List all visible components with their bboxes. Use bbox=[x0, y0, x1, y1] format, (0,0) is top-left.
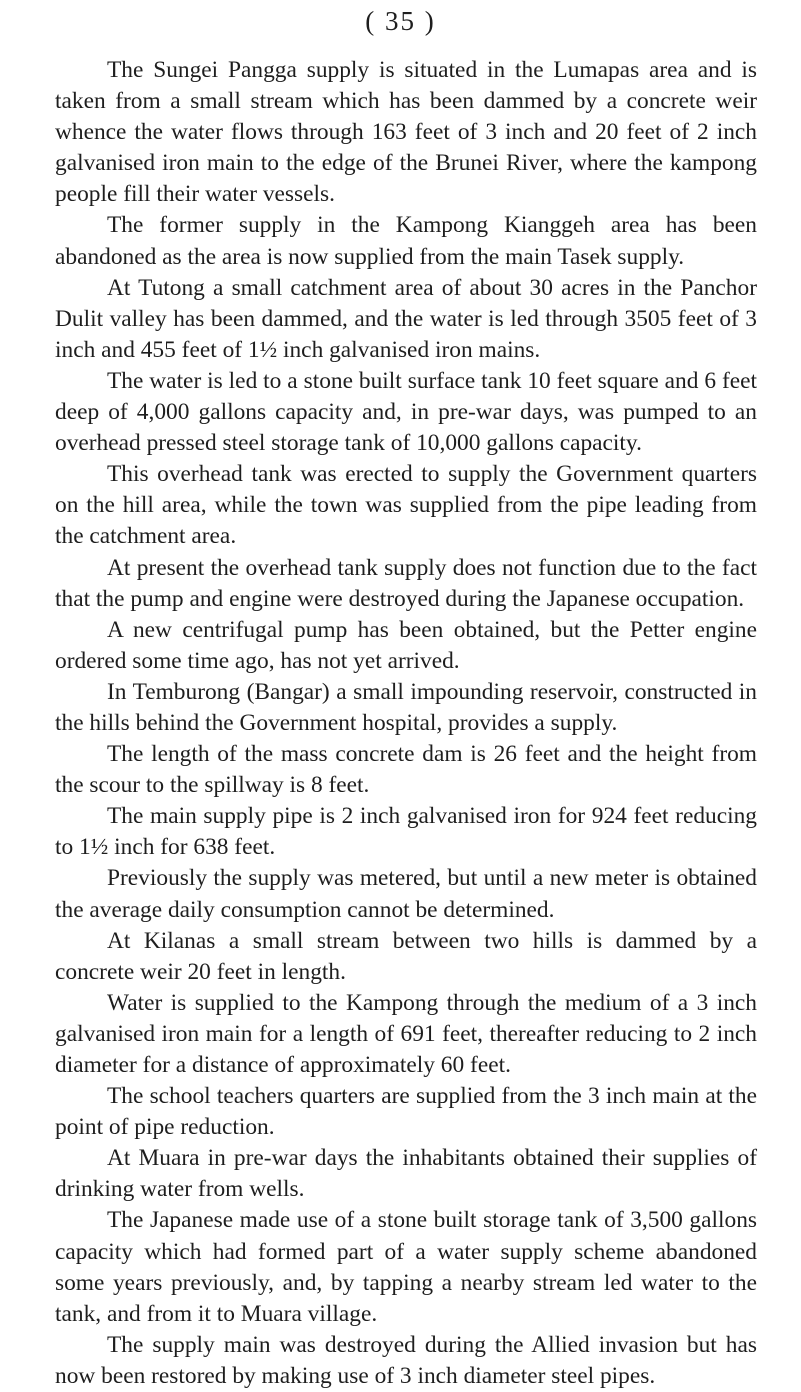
paragraph-pump-destroyed: At present the overhead tank supply does not function due to the fact that the pump and engine were destroyed during the Japanese occupation. bbox=[55, 554, 757, 612]
body-text bbox=[55, 55, 757, 1392]
paragraph-supply-restored: The supply main was destroyed during the Allied invasion but has now been restored by making use of 3 inch diameter steel pipes. bbox=[55, 1331, 757, 1389]
paragraph-school-quarters: The school teachers quarters are supplied from the 3 inch main at the point of pipe reduction. bbox=[55, 1083, 757, 1141]
paragraph-meter: Previously the supply was metered, but until a new meter is obtained the average daily consumption cannot be determined. bbox=[55, 865, 757, 923]
paragraph-main-supply-pipe: The main supply pipe is 2 inch galvanised iron for 924 feet reducing to 1½ inch for 638 feet. bbox=[55, 803, 757, 861]
paragraph-kilanas: At Kilanas a small stream between two hills is dammed by a concrete weir 20 feet in length. bbox=[55, 927, 757, 985]
paragraph-kampong-kianggeh: The former supply in the Kampong Kianggeh area has been abandoned as the area is now supplied from the main Tasek supply. bbox=[55, 212, 757, 270]
paragraph-dam-length: The length of the mass concrete dam is 26 feet and the height from the scour to the spillway is 8 feet. bbox=[55, 741, 757, 799]
paragraph-surface-tank: The water is led to a stone built surface tank 10 feet square and 6 feet deep of 4,000 gallons capacity and, in pre-war days, was pumped to an overhead pressed steel storage tank of 10,000 gallons capacity. bbox=[55, 367, 757, 457]
paragraph-muara-wells: At Muara in pre-war days the inhabitants obtained their supplies of drinking water from wells. bbox=[55, 1145, 757, 1203]
paragraph-sungei-pangga: The Sungei Pangga supply is situated in the Lumapas area and is taken from a small stream which has been dammed by a concrete weir whence the water flows through 163 feet of 3 inch and 20 feet of 2 inch galvanised iron main to the edge of the Brunei River, where the kampong people fill their water vessels. bbox=[55, 57, 757, 208]
paragraph-kampong-main: Water is supplied to the Kampong through the medium of a 3 inch galvanised iron main for a length of 691 feet, thereafter reducing to 2 inch diameter for a distance of approximately 60 feet. bbox=[55, 989, 757, 1078]
paragraph-tutong-catchment: At Tutong a small catchment area of about 30 acres in the Panchor Dulit valley has been dammed, and the water is led through 3505 feet of 3 inch and 455 feet of 1½ inch galvanised iron mains. bbox=[55, 274, 757, 363]
page-number: ( 35 ) bbox=[365, 6, 436, 36]
paragraph-new-pump: A new centrifugal pump has been obtained, but the Petter engine ordered some time ago, has not yet arrived. bbox=[55, 616, 757, 674]
paragraph-overhead-tank: This overhead tank was erected to supply the Government quarters on the hill area, while the town was supplied from the pipe leading from the catchment area. bbox=[55, 461, 757, 550]
paragraph-japanese-tank: The Japanese made use of a stone built storage tank of 3,500 gallons capacity which had formed part of a water supply scheme abandoned some years previously, and, by tapping a nearby stream led water to the tank, and from it to Muara village. bbox=[55, 1207, 757, 1327]
paragraph-temburong: In Temburong (Bangar) a small impounding reservoir, constructed in the hills behind the Government hospital, provides a supply. bbox=[55, 678, 757, 736]
